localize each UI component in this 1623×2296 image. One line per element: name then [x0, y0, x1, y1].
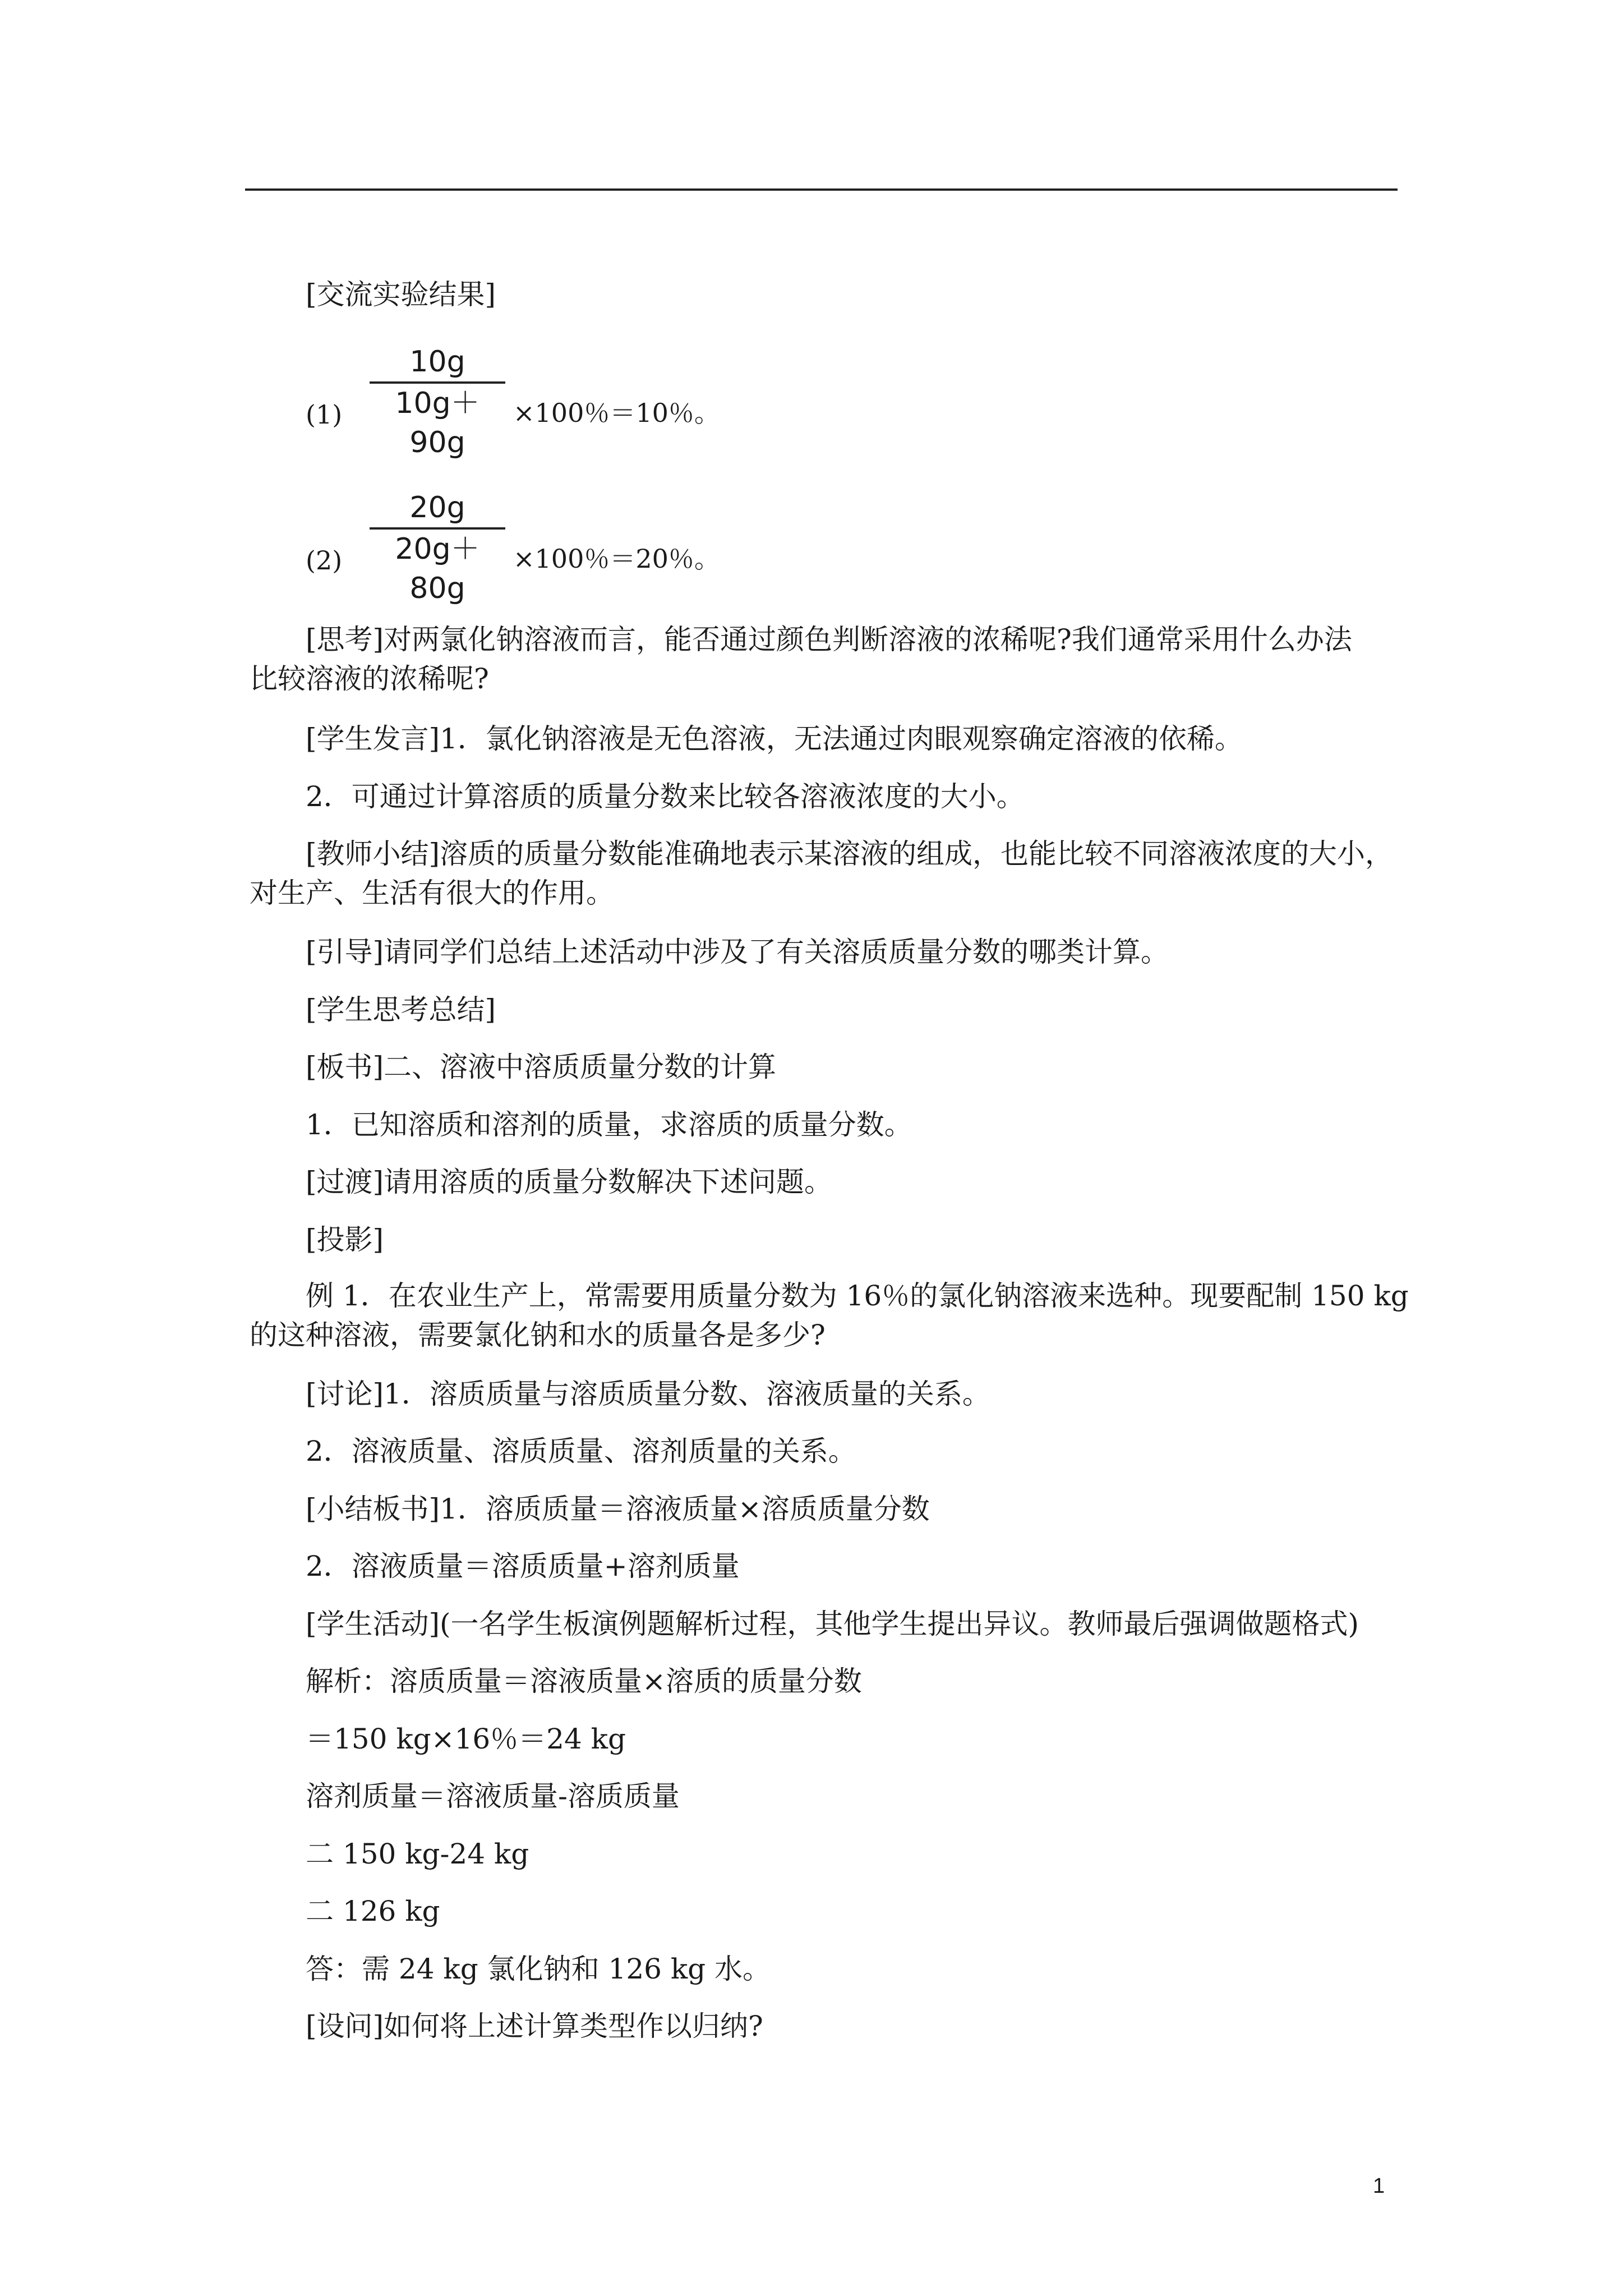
denominator: 10g＋90g: [395, 386, 480, 459]
paragraph-line: [板书]二、溶液中溶质质量分数的计算: [306, 1051, 777, 1083]
paragraph-line: 2．可通过计算溶质的质量分数来比较各溶液浓度的大小。: [306, 780, 1025, 813]
fraction: [367, 488, 508, 605]
page-number: 1: [1373, 2174, 1385, 2198]
paragraph-line: 二 150 kg-24 kg: [306, 1838, 529, 1870]
paragraph-line: 答：需 24 kg 氯化钠和 126 kg 水。: [306, 1953, 771, 1985]
paragraph-line: [学生发言]1．氯化钠溶液是无色溶液，无法通过肉眼观察确定溶液的依稀。: [306, 723, 1243, 755]
paragraph-line: 的这种溶液，需要氯化钠和水的质量各是多少?: [250, 1319, 826, 1351]
paragraph-line: [教师小结]溶质的质量分数能准确地表示某溶液的组成，也能比较不同溶液浓度的大小，: [306, 838, 1394, 870]
paragraph-line: 2．溶液质量＝溶质质量+溶剂质量: [306, 1550, 740, 1582]
formula-result: ×100％＝10％。: [513, 398, 720, 428]
paragraph-line: [学生思考总结]: [306, 993, 496, 1026]
header-rule: [245, 188, 1398, 191]
section-heading: [交流实验结果]: [306, 278, 496, 311]
paragraph-line: 1．已知溶质和溶剂的质量，求溶质的质量分数。: [306, 1108, 912, 1141]
paragraph-line: [投影]: [306, 1223, 384, 1256]
paragraph-line: 溶剂质量＝溶液质量-溶质质量: [306, 1780, 680, 1812]
paragraph-line: [引导]请同学们总结上述活动中涉及了有关溶质质量分数的哪类计算。: [306, 936, 1169, 968]
fraction: [367, 342, 508, 459]
paragraph-line: 比较溶液的浓稀呢?: [250, 662, 489, 695]
paragraph-line: 二 126 kg: [306, 1895, 440, 1927]
denominator: 20g＋80g: [395, 532, 480, 605]
numerator: 10g: [409, 345, 465, 379]
paragraph-line: [过渡]请用溶质的质量分数解决下述问题。: [306, 1166, 833, 1198]
paragraph-line: 例 1．在农业生产上，常需要用质量分数为 16％的氯化钠溶液来选种。现要配制 150 kg: [306, 1280, 1409, 1312]
paragraph-line: [思考]对两氯化钠溶液而言，能否通过颜色判断溶液的浓稀呢?我们通常采用什么办法: [306, 623, 1352, 656]
paragraph-line: 解析：溶质质量＝溶液质量×溶质的质量分数: [306, 1665, 862, 1697]
formula-result: ×100％＝20％。: [513, 544, 720, 574]
numerator: 20g: [409, 491, 465, 524]
paragraph-line: 对生产、生活有很大的作用。: [250, 877, 614, 909]
paragraph-line: [讨论]1．溶质质量与溶质质量分数、溶液质量的关系。: [306, 1378, 990, 1410]
formula-label: (1): [306, 399, 343, 430]
paragraph-line: [设问]如何将上述计算类型作以归纳?: [306, 2010, 763, 2042]
paragraph-line: [学生活动](一名学生板演例题解析过程，其他学生提出异议。教师最后强调做题格式): [306, 1608, 1359, 1640]
paragraph-line: 2．溶液质量、溶质质量、溶剂质量的关系。: [306, 1435, 856, 1467]
paragraph-line: ＝150 kg×16％＝24 kg: [306, 1723, 626, 1755]
paragraph-line: [小结板书]1．溶质质量＝溶液质量×溶质质量分数: [306, 1493, 930, 1525]
formula-label: (2): [306, 545, 343, 576]
